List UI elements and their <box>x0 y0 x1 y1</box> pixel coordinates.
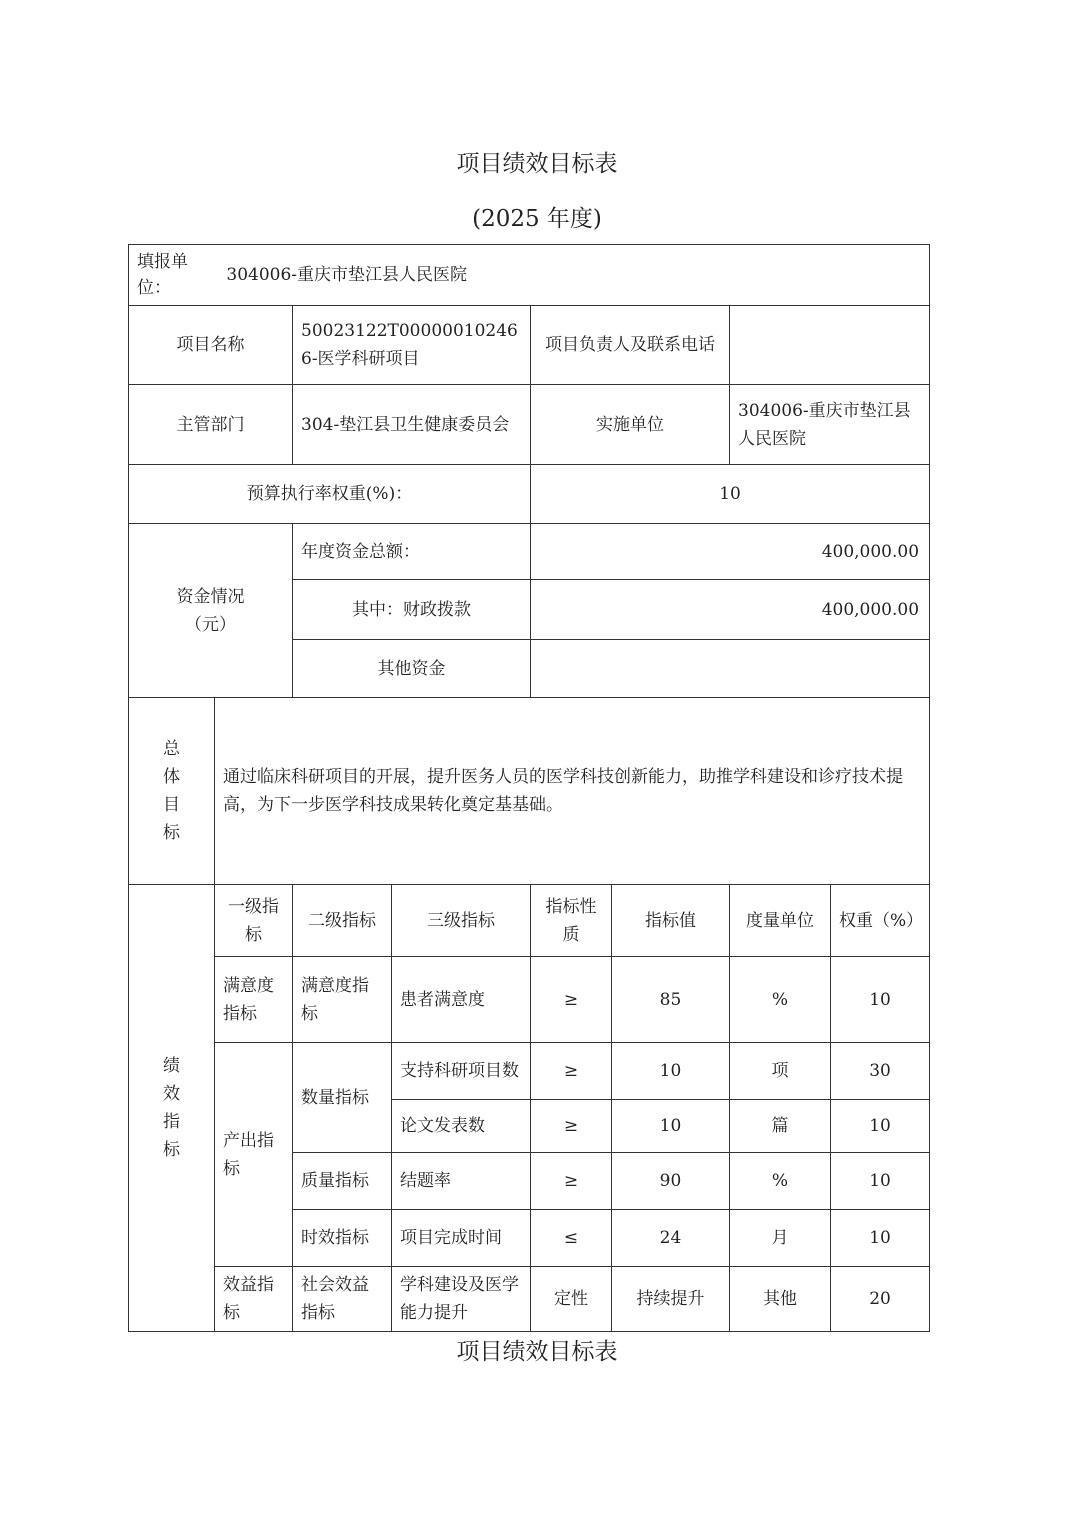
funds-fiscal-value: 400,000.00 <box>531 580 930 640</box>
page-title: 项目绩效目标表 <box>456 151 618 177</box>
row-value: 10 <box>612 1100 730 1153</box>
goal-label-char: 标 <box>163 823 180 843</box>
row-level1: 效益指标 <box>215 1267 293 1332</box>
dept-label: 主管部门 <box>129 385 293 465</box>
row-unit: % <box>730 1153 831 1210</box>
funds-total-value: 400,000.00 <box>531 524 930 580</box>
row-level2: 满意度指标 <box>293 957 392 1043</box>
table-row <box>129 957 930 1043</box>
impl-label: 实施单位 <box>531 385 730 465</box>
row-level1: 产出指标 <box>215 1043 293 1267</box>
row-weight: 10 <box>831 1100 930 1153</box>
row-level3: 学科建设及医学能力提升 <box>392 1267 531 1332</box>
row-level3: 论文发表数 <box>392 1100 531 1153</box>
row-value: 90 <box>612 1153 730 1210</box>
performance-table <box>128 244 930 1332</box>
table-row <box>129 1267 930 1332</box>
goal-label <box>129 698 215 885</box>
unit-value: 304006-重庆市垫江县人民医院 <box>226 265 468 285</box>
row-weight: 10 <box>831 1153 930 1210</box>
header-unit: 度量单位 <box>730 885 831 957</box>
row-nature: ≥ <box>531 957 612 1043</box>
perf-label-char: 绩 <box>163 1056 180 1076</box>
leader-value <box>730 306 930 385</box>
unit-label: 填报单位： <box>137 252 188 298</box>
funds-label <box>129 524 293 698</box>
row-level3: 项目完成时间 <box>392 1210 531 1267</box>
goal-label-char: 目 <box>163 795 180 815</box>
row-unit: % <box>730 957 831 1043</box>
row-level3: 患者满意度 <box>392 957 531 1043</box>
row-unit: 其他 <box>730 1267 831 1332</box>
perf-label-char: 指 <box>163 1112 180 1132</box>
dept-value: 304-垫江县卫生健康委员会 <box>293 385 531 465</box>
perf-label-char: 标 <box>163 1140 180 1160</box>
funds-fiscal-label: 其中：财政拨款 <box>293 580 531 640</box>
header-level1: 一级指标 <box>215 885 293 957</box>
row-level3: 支持科研项目数 <box>392 1043 531 1100</box>
row-nature: ≤ <box>531 1210 612 1267</box>
unit-row <box>129 245 930 306</box>
row-value: 持续提升 <box>612 1267 730 1332</box>
goal-text: 通过临床科研项目的开展，提升医务人员的医学科技创新能力，助推学科建设和诊疗技术提高，为下一步医学科技成果转化奠定基基础。 <box>215 698 930 885</box>
header-weight: 权重（%） <box>831 885 930 957</box>
header-nature: 指标性质 <box>531 885 612 957</box>
row-weight: 10 <box>831 1210 930 1267</box>
row-weight: 10 <box>831 957 930 1043</box>
header-value: 指标值 <box>612 885 730 957</box>
footer-title: 项目绩效目标表 <box>456 1339 618 1365</box>
budget-weight-label: 预算执行率权重(%)： <box>129 465 531 524</box>
row-weight: 20 <box>831 1267 930 1332</box>
row-value: 85 <box>612 957 730 1043</box>
header-level3: 三级指标 <box>392 885 531 957</box>
row-nature: 定性 <box>531 1267 612 1332</box>
funds-label-text: 资金情况（元） <box>176 586 245 635</box>
year-subtitle: (2025 年度) <box>472 206 602 232</box>
leader-label: 项目负责人及联系电话 <box>531 306 730 385</box>
project-name-value: 50023122T000000102466-医学科研项目 <box>293 306 531 385</box>
goal-label-char: 体 <box>163 767 180 787</box>
row-level1: 满意度指标 <box>215 957 293 1043</box>
row-nature: ≥ <box>531 1100 612 1153</box>
row-unit: 月 <box>730 1210 831 1267</box>
perf-label-char: 效 <box>163 1084 180 1104</box>
project-name-label: 项目名称 <box>129 306 293 385</box>
funds-total-label: 年度资金总额： <box>293 524 531 580</box>
table-row <box>129 1043 930 1100</box>
row-level2: 社会效益指标 <box>293 1267 392 1332</box>
row-value: 10 <box>612 1043 730 1100</box>
budget-weight-value: 10 <box>531 465 930 524</box>
row-level2: 数量指标 <box>293 1043 392 1153</box>
perf-label <box>129 885 215 1332</box>
row-nature: ≥ <box>531 1153 612 1210</box>
row-unit: 项 <box>730 1043 831 1100</box>
row-weight: 30 <box>831 1043 930 1100</box>
row-unit: 篇 <box>730 1100 831 1153</box>
row-nature: ≥ <box>531 1043 612 1100</box>
funds-other-label: 其他资金 <box>293 640 531 698</box>
impl-value: 304006-重庆市垫江县人民医院 <box>730 385 930 465</box>
funds-other-value <box>531 640 930 698</box>
row-level2: 质量指标 <box>293 1153 392 1210</box>
row-level3: 结题率 <box>392 1153 531 1210</box>
header-level2: 二级指标 <box>293 885 392 957</box>
row-level2: 时效指标 <box>293 1210 392 1267</box>
goal-label-char: 总 <box>163 739 180 759</box>
row-value: 24 <box>612 1210 730 1267</box>
